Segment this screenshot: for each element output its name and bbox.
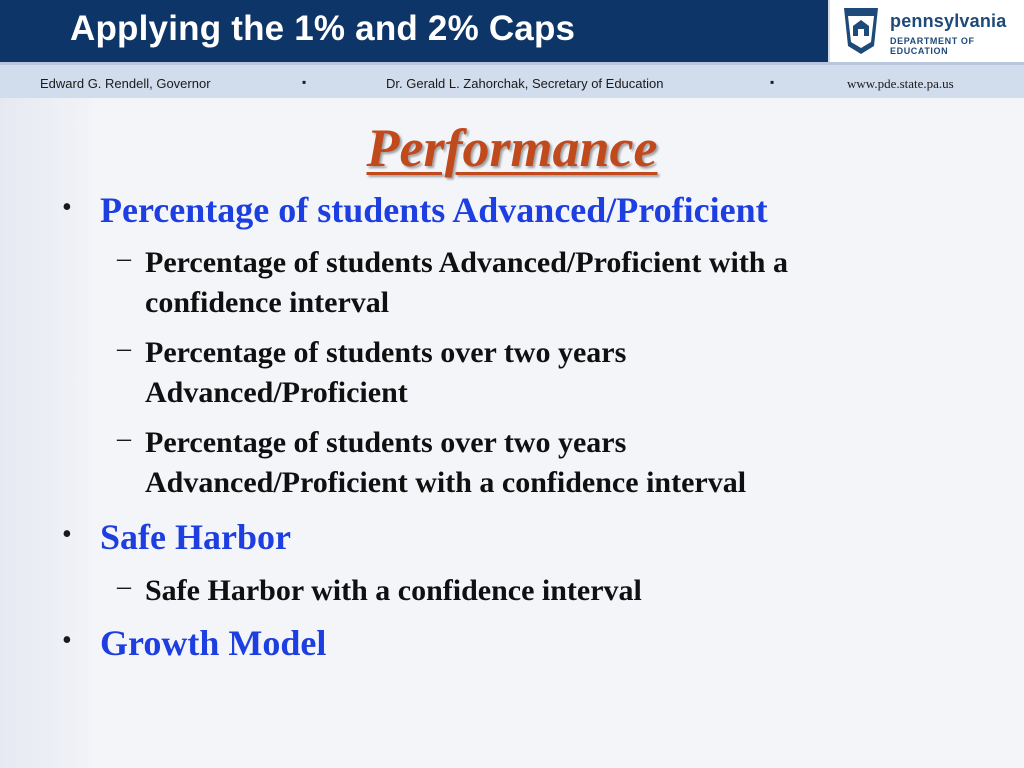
logo-department: DEPARTMENT OF EDUCATION [890, 36, 975, 56]
sub-list-item-label: Percentage of students over two years Advanced/Proficient with a confidence interval [145, 426, 747, 499]
title-bar [0, 0, 1024, 62]
dash: – [117, 423, 131, 454]
list-item-label: Growth Model [100, 623, 327, 663]
governor-name: Edward G. Rendell, Governor [40, 76, 211, 91]
secretary-name: Dr. Gerald L. Zahorchak, Secretary of Education [386, 76, 664, 91]
separator-square: ▪ [770, 75, 775, 89]
website-url: www.pde.state.pa.us [847, 76, 954, 91]
sub-list-item-label: Percentage of students Advanced/Proficient with a confidence interval [145, 246, 788, 319]
pennsylvania-logo [828, 0, 1024, 62]
bullet: • [62, 625, 72, 656]
slide-heading: Performance [366, 118, 658, 178]
sub-list-item-label: Percentage of students over two years Advanced/Proficient [145, 336, 627, 409]
dash: – [117, 243, 131, 274]
separator-square: ▪ [302, 75, 307, 89]
dash: – [117, 571, 131, 602]
footer-info-bar [0, 62, 1024, 98]
bullet: • [62, 519, 72, 550]
bullet: • [62, 192, 72, 223]
keystone-icon [840, 6, 882, 56]
logo-name: pennsylvania [890, 11, 1007, 31]
dash: – [117, 333, 131, 364]
list-item-label: Safe Harbor [100, 517, 291, 557]
list-item-label: Percentage of students Advanced/Proficient [100, 190, 768, 230]
left-background-stripe [0, 98, 92, 768]
slide-title: Applying the 1% and 2% Caps [70, 9, 576, 48]
sub-list-item-label: Safe Harbor with a confidence interval [145, 574, 642, 607]
